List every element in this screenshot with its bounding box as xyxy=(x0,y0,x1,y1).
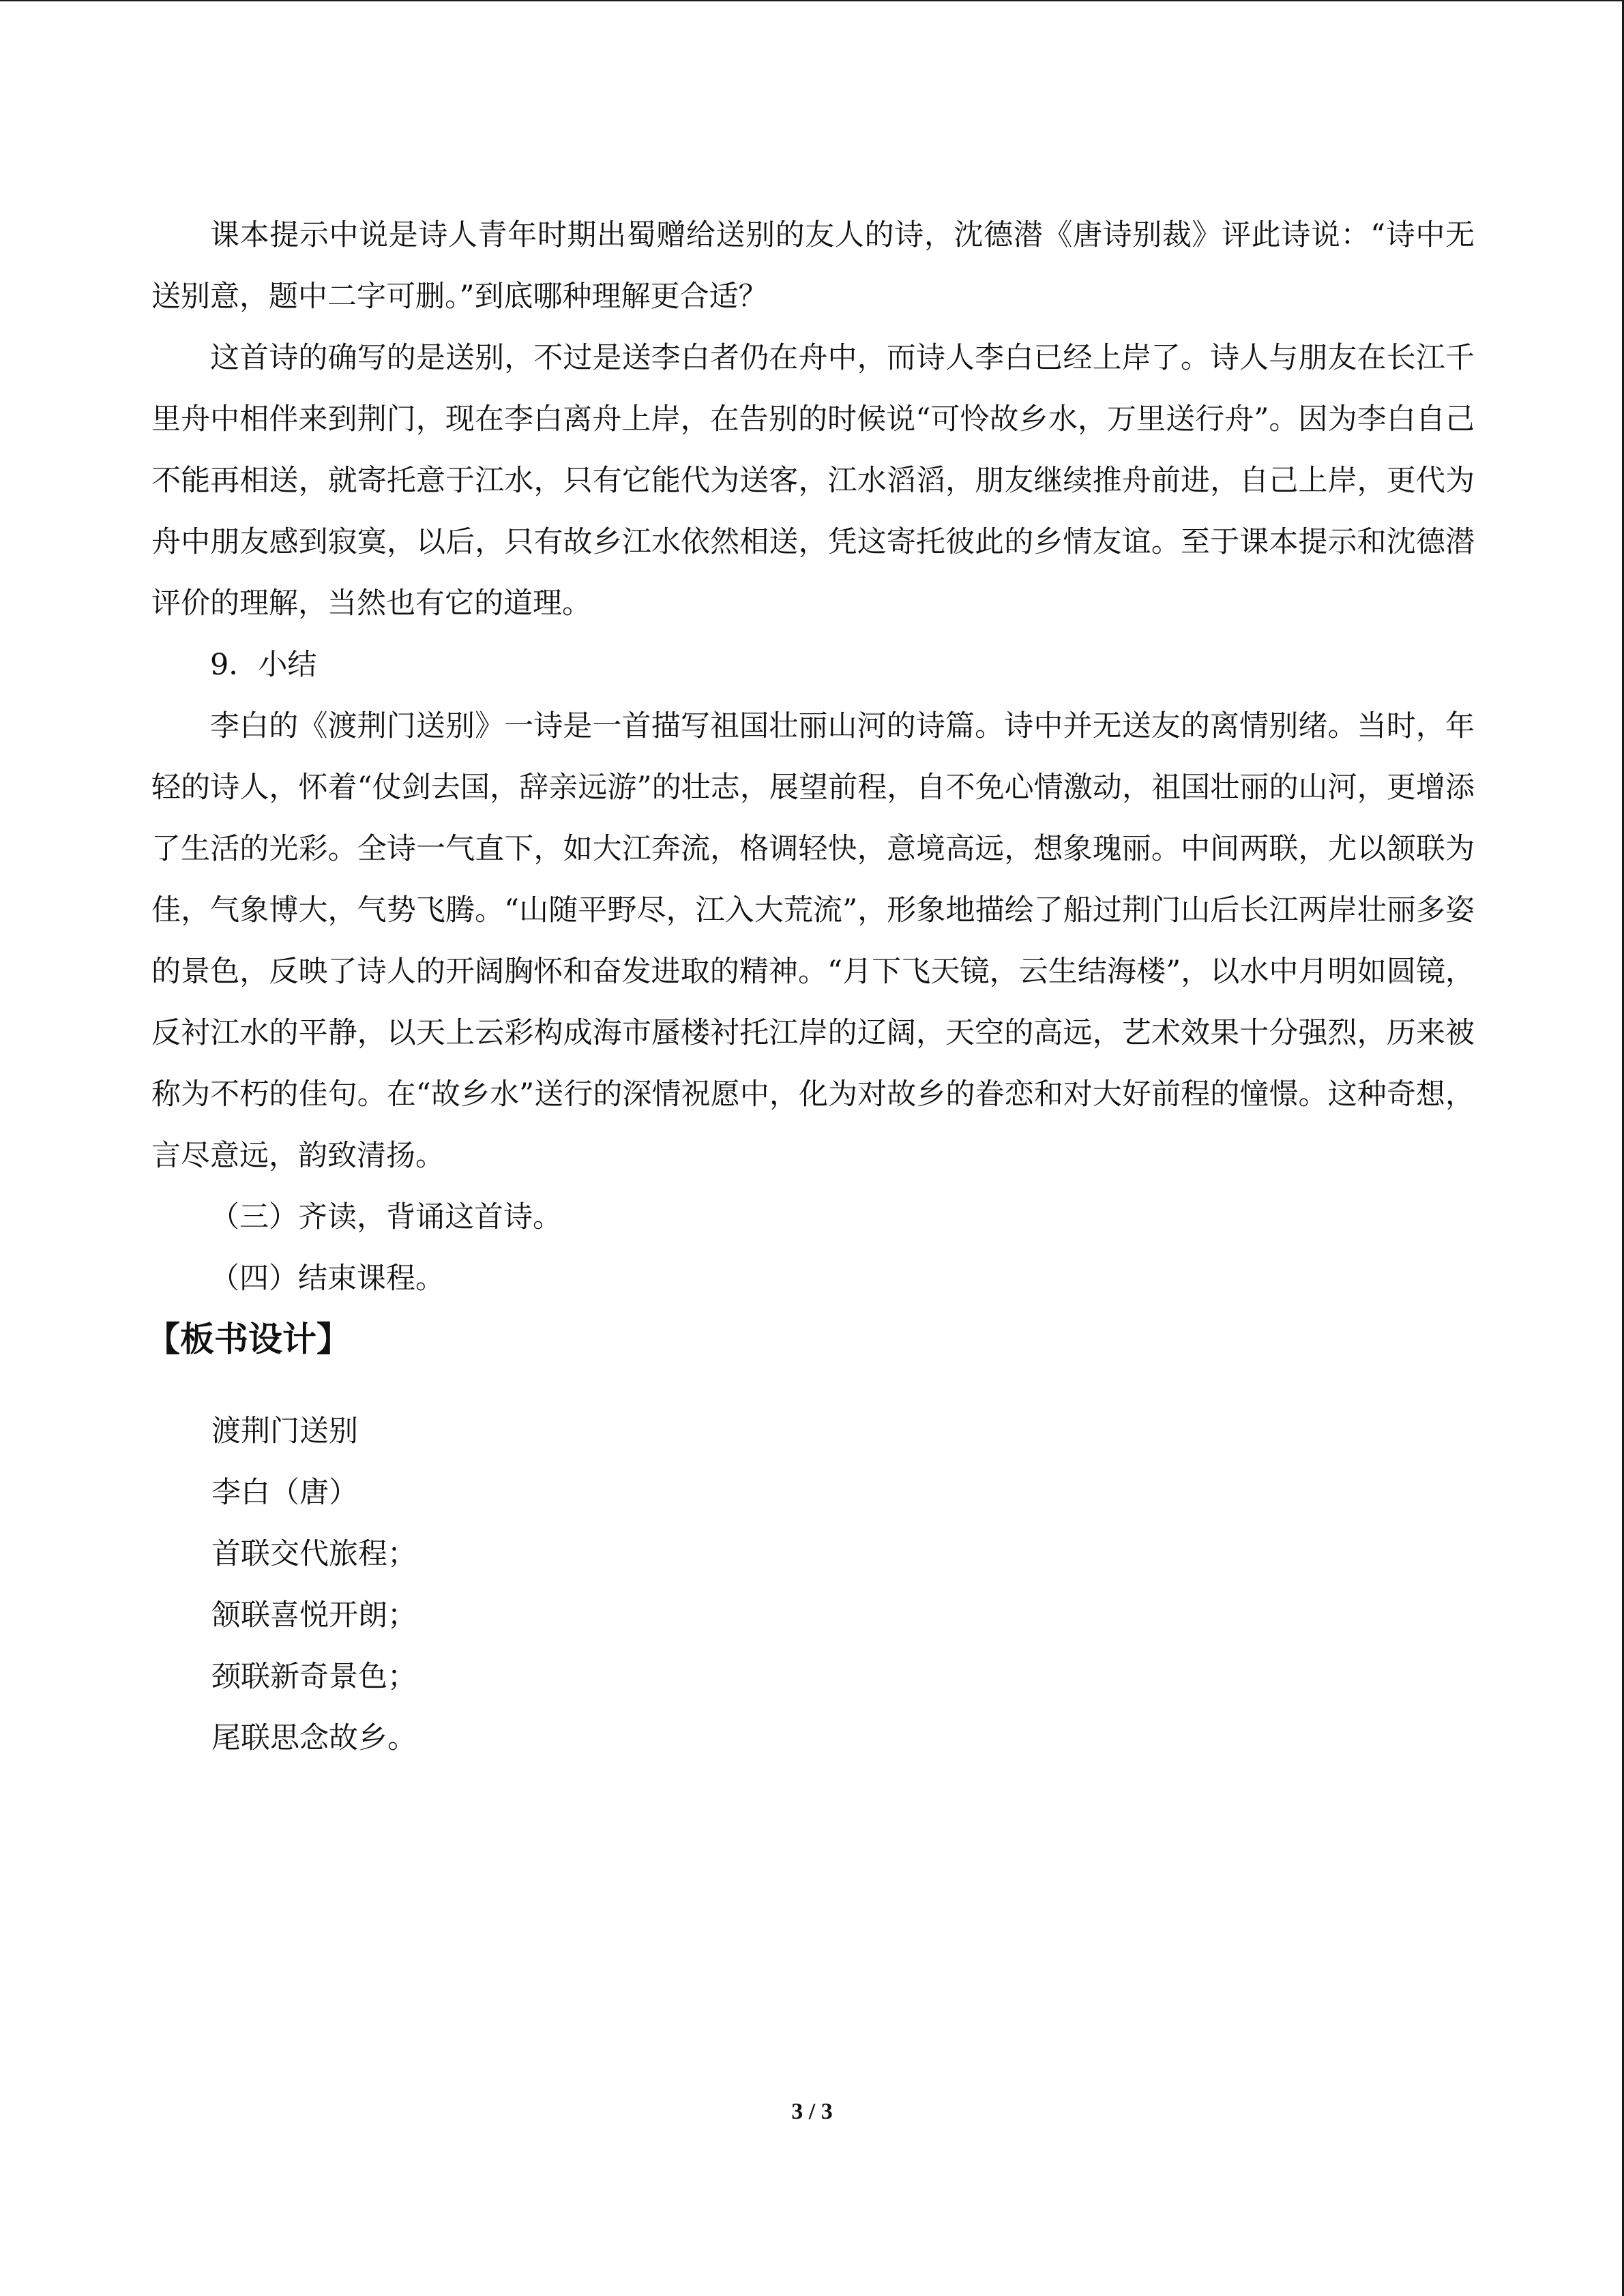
page-top-border xyxy=(0,0,1624,1)
paragraph-answer: 这首诗的确写的是送别，不过是送李白者仍在舟中，而诗人李白已经上岸了。诗人与朋友在长江千里舟中相伴来到荆门，现在李白离舟上岸，在告别的时候说“可怜故乡水，万里送行舟”。因为李白自己不能再相送，就寄托意于江水，只有它能代为送客，江水滔滔，朋友继续推舟前进，自己上岸，更代为舟中朋友感到寂寞，以后，只有故乡江水依然相送，凭这寄托彼此的乡情友谊。至于课本提示和沈德潜评价的理解，当然也有它的道理。 xyxy=(151,341,1475,621)
step-read-aloud: （三）齐读，背诵这首诗。 xyxy=(210,1200,562,1234)
step-end-class: （四）结束课程。 xyxy=(210,1262,445,1296)
board-design-heading: 【板书设计】 xyxy=(146,1320,351,1359)
board-line-last-couplet: 尾联思念故乡。 xyxy=(211,1721,417,1755)
board-design-list xyxy=(151,1401,1475,1769)
board-line-third-couplet: 颈联新奇景色； xyxy=(211,1660,417,1694)
board-line-second-couplet: 颔联喜悦开朗； xyxy=(211,1598,417,1632)
board-line-author: 李白（唐） xyxy=(211,1476,358,1510)
board-line-title: 渡荆门送别 xyxy=(211,1414,358,1448)
section-summary-text: 李白的《渡荆门送别》一诗是一首描写祖国壮丽山河的诗篇。诗中并无送友的离情别绪。当时，年轻的诗人，怀着“仗剑去国，辞亲远游”的壮志，展望前程，自不免心情激动，祖国壮丽的山河，更增添了生活的光彩。全诗一气直下，如大江奔流，格调轻快，意境高远，想象瑰丽。中间两联，尤以颔联为佳，气象博大，气势飞腾。“山随平野尽，江入大荒流”，形象地描绘了船过荆门山后长江两岸壮丽多姿的景色，反映了诗人的开阔胸怀和奋发进取的精神。“月下飞天镜，云生结海楼”，以水中月明如圆镜，反衬江水的平静，以天上云彩构成海市蜃楼衬托江岸的辽阔，天空的高远，艺术效果十分强烈，历来被称为不朽的佳句。在“故乡水”送行的深情祝愿中，化为对故乡的眷恋和对大好前程的憧憬。这种奇想，言尽意远，韵致清扬。 xyxy=(151,709,1475,1173)
board-line-first-couplet: 首联交代旅程； xyxy=(211,1537,417,1571)
document-body xyxy=(146,205,1475,1769)
page-number: 3 / 3 xyxy=(791,2099,833,2124)
section-summary-title: 9．小结 xyxy=(210,648,317,682)
paragraph-question: 课本提示中说是诗人青年时期出蜀赠给送别的友人的诗，沈德潜《唐诗别裁》评此诗说：“诗中无送别意，题中二字可删。”到底哪种理解更合适？ xyxy=(151,218,1475,314)
